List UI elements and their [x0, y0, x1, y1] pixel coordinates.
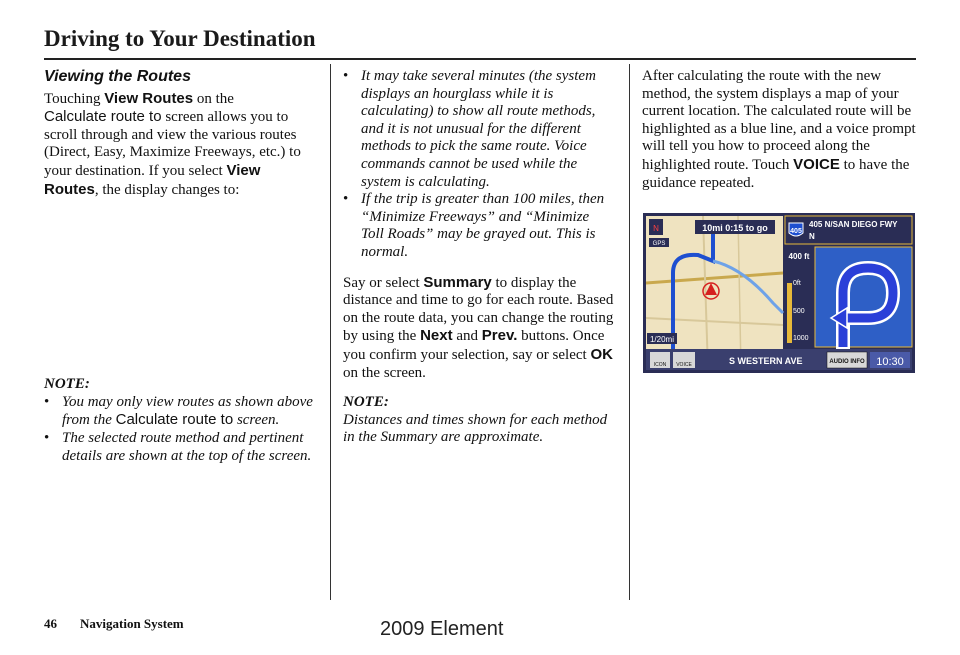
scale-1000: 1000 — [793, 335, 809, 342]
road-name: 405 N/SAN DIEGO FWY — [809, 220, 898, 229]
text: It may take several minutes (the system displays an hourglass while it is calculating) to show all route methods, and it is not unusual for the different methods to pick the same route. Voice commands cannot be used while the system is calculating. — [361, 68, 596, 190]
icon-button-label: ICON — [653, 362, 667, 368]
watermark: 2009 Element — [380, 618, 504, 640]
text: If the trip is greater than 100 miles, then “Minimize Freeways” and “Minimize Toll Roads” may be grayed out. This is normal. — [361, 191, 605, 260]
guidance-paragraph — [642, 68, 916, 192]
text: Say or select — [343, 274, 424, 291]
summary-paragraph — [343, 274, 615, 383]
calculate-route-screen-label: Calculate route to — [44, 108, 162, 126]
trip-info: 10mi 0:15 to go — [702, 223, 768, 233]
section-heading: Viewing the Routes — [44, 68, 191, 85]
text: to display the distance and time to go for each route. Based on the route data, you can change the routing by using the — [343, 274, 614, 345]
column-right — [642, 68, 916, 192]
shield-number: 405 — [790, 228, 802, 235]
calculate-route-screen-label: Calculate route to — [115, 411, 234, 429]
text: screen allows you to scroll through and view the various routes (Direct, Easy, Maximize Freeways, etc.) to your destination. If you select — [44, 109, 301, 179]
next-label: Next — [420, 327, 453, 345]
note-item: • You may only view routes as shown above from the Calculate route to screen. — [44, 393, 313, 429]
text: , the display changes to: — [94, 181, 240, 198]
text: and — [452, 328, 482, 345]
title-rule — [44, 58, 916, 60]
text: on the screen. — [343, 364, 426, 381]
distance-to-turn: 400 ft — [788, 252, 810, 261]
clock: 10:30 — [876, 356, 904, 368]
road-direction: N — [809, 232, 815, 241]
text: The selected route method and pertinent details are shown at the top of the screen. — [62, 429, 312, 464]
voice-label: VOICE — [793, 155, 840, 173]
text: screen. — [236, 412, 280, 429]
ok-label: OK — [590, 345, 613, 363]
scale-500: 500 — [793, 308, 805, 315]
text: After calculating the route with the new method, the system displays a map of your current location. The calculated route will be highlighted as a blue line, and a voice prompt will tell you how to proceed along the highlighted route. Touch — [642, 68, 916, 173]
street-name: S WESTERN AVE — [729, 356, 803, 366]
page-title: Driving to Your Destination — [44, 26, 316, 51]
text: buttons. Once you confirm your selection, say or select — [343, 328, 605, 363]
intro-paragraph — [44, 90, 316, 200]
bullet-list — [343, 68, 615, 262]
column-left — [44, 68, 316, 465]
bullet-item: • If the trip is greater than 100 miles, then “Minimize Freeways” and “Minimize Toll Roads” may be grayed out. This is normal. — [343, 191, 605, 260]
north-indicator: N — [653, 224, 659, 233]
bullet-item: • It may take several minutes (the system displays an hourglass while it is calculating) to show all route methods, and it is not unusual for the different methods to pick the same route. Voice commands cannot be used while the system is calculating. — [343, 68, 596, 190]
text: to have the guidance repeated. — [642, 156, 910, 191]
view-routes-label: View Routes — [104, 89, 194, 107]
text: on the — [193, 90, 234, 107]
text: You may only view routes as shown above from the — [62, 393, 313, 429]
column-divider — [330, 64, 331, 600]
section-name: Navigation System — [80, 616, 184, 631]
page-number: 46 — [44, 616, 57, 631]
note-list — [44, 394, 316, 465]
voice-button-label: VOICE — [676, 362, 692, 368]
note-item: • The selected route method and pertinent details are shown at the top of the screen. — [44, 429, 312, 464]
view-routes-label: View Routes — [44, 161, 261, 198]
text: Touching — [44, 90, 105, 107]
navigation-screen-image — [643, 213, 915, 373]
prev-label: Prev. — [481, 327, 518, 345]
note-text: Distances and times shown for each method in the Summary are approximate. — [343, 411, 608, 446]
summary-label: Summary — [423, 273, 492, 291]
map-scale: 1/20mi — [649, 335, 675, 344]
gps-label: GPS — [652, 241, 666, 247]
scale-zero: 0ft — [793, 280, 801, 287]
column-middle — [343, 68, 615, 447]
note-label: NOTE: — [343, 394, 389, 411]
note-label: NOTE: — [44, 376, 90, 393]
column-divider — [629, 64, 630, 600]
audio-info-label: AUDIO INFO — [829, 359, 865, 365]
distance-bar — [787, 283, 792, 343]
